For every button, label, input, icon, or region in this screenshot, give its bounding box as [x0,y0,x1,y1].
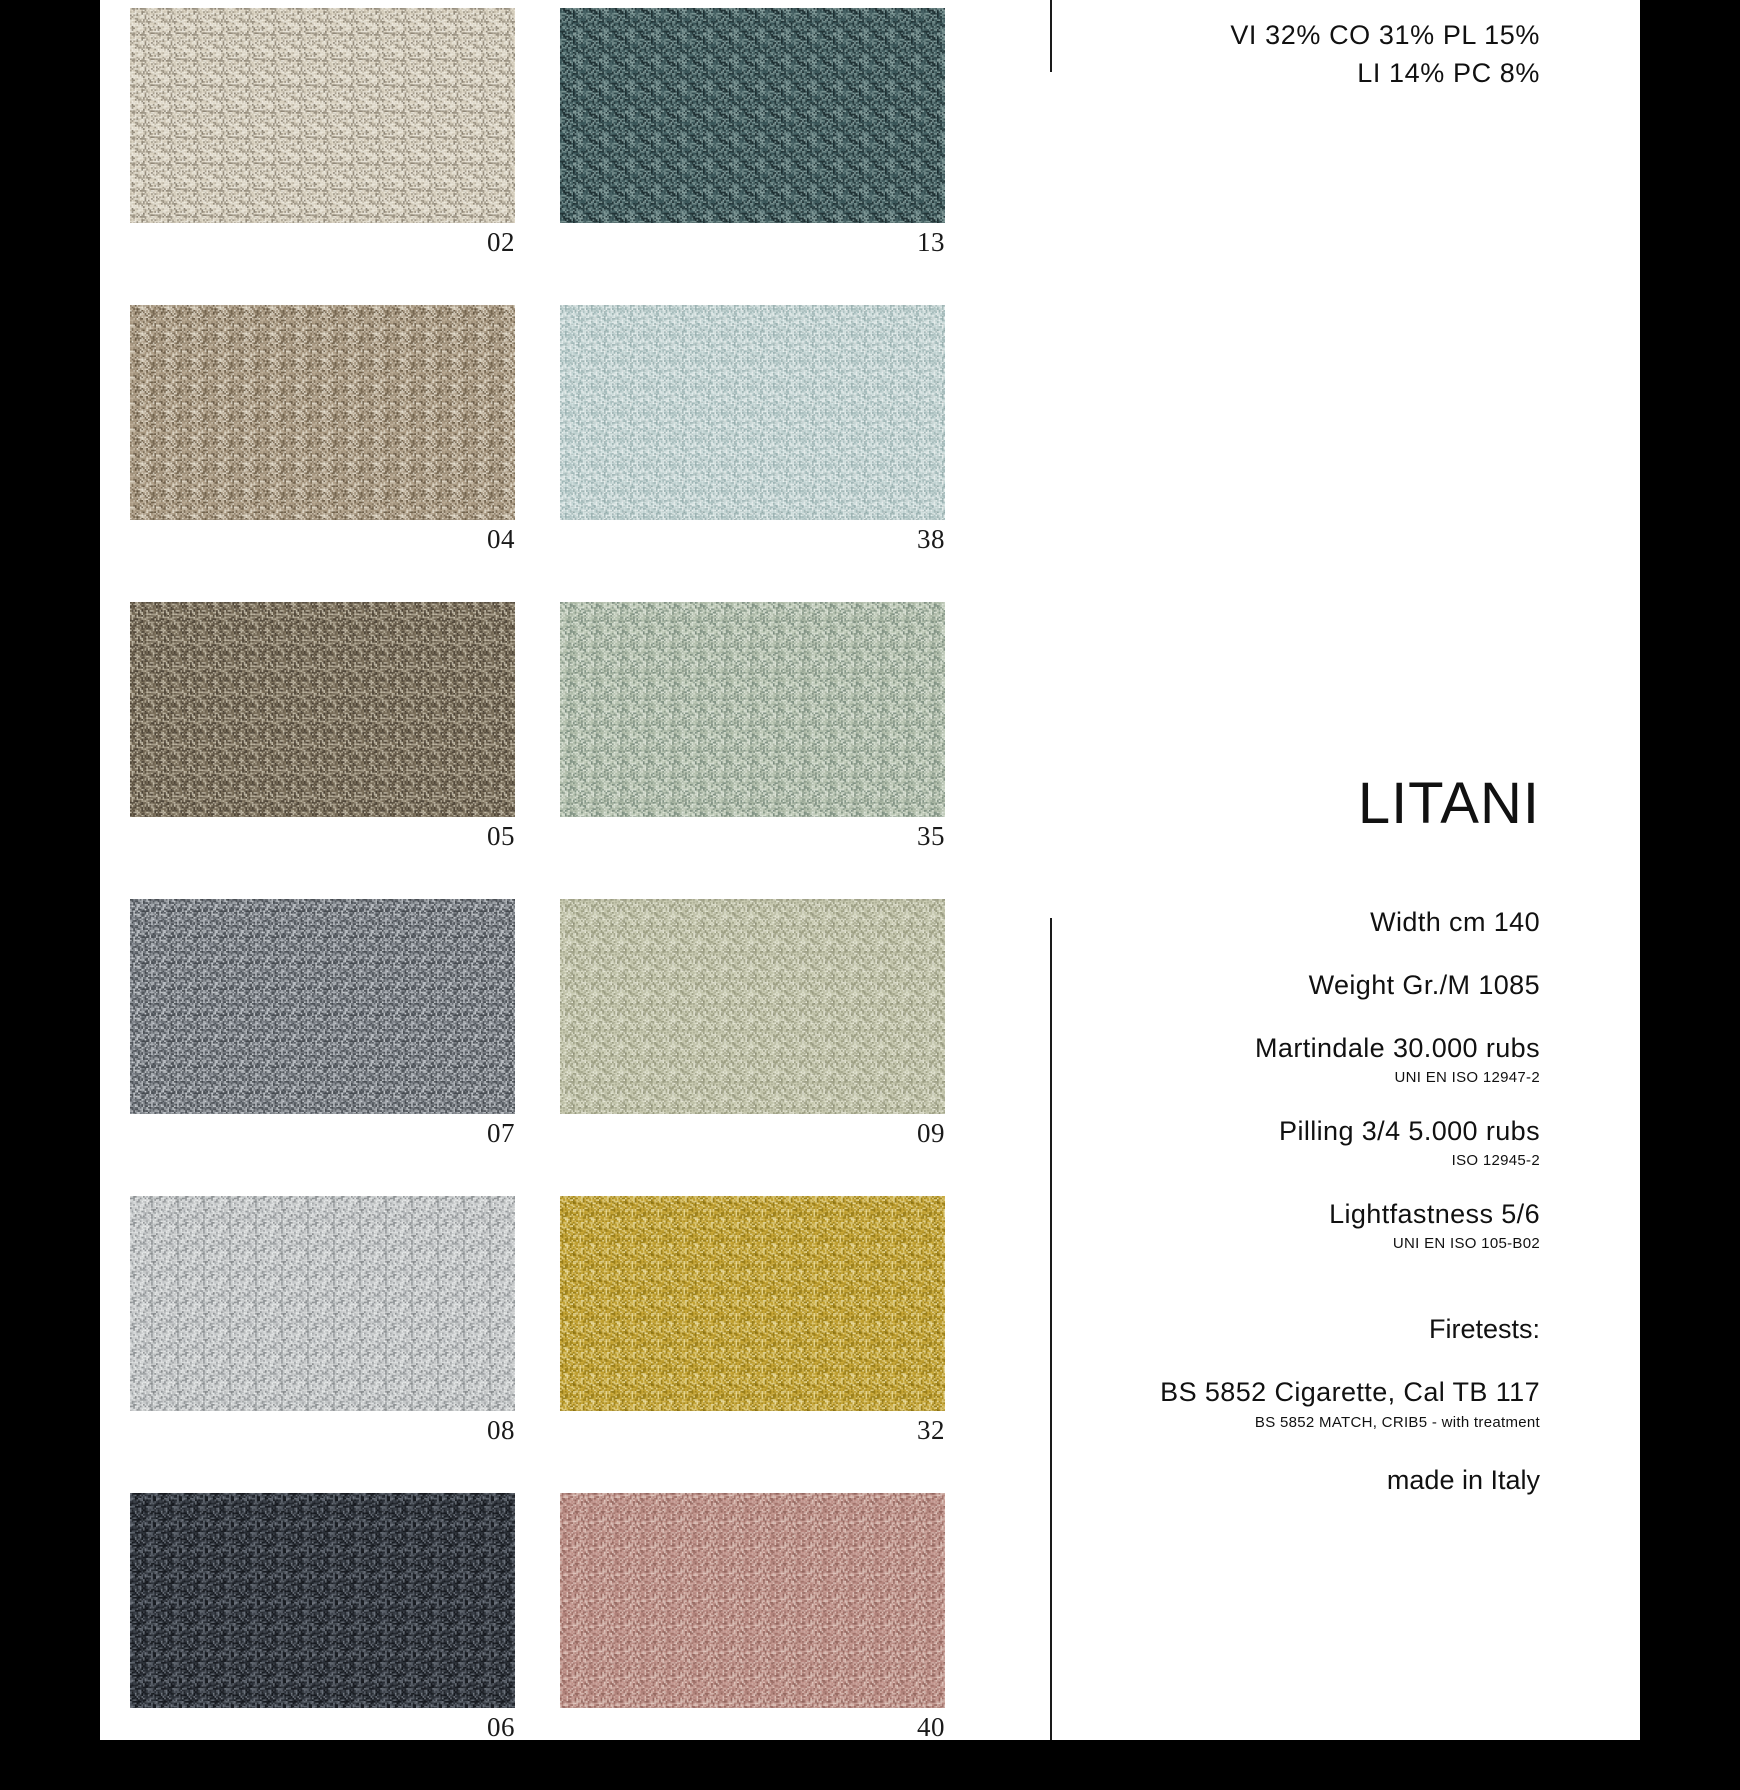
spec-lightfastness-standard: UNI EN ISO 105-B02 [1392,1235,1540,1253]
fabric-swatch-35[interactable] [560,602,945,817]
fabric-swatch-04[interactable] [130,305,515,520]
spec-firetests-value: BS 5852 Cigarette, Cal TB 117 [1160,1377,1540,1408]
spec-firetests-standard: BS 5852 MATCH, CRIB5 - with treatment [1254,1413,1540,1431]
weave-texture [130,1493,515,1708]
swatch-grid [130,8,960,1790]
spec-martindale-value: Martindale 30.000 rubs [1255,1033,1540,1064]
swatch-cell[interactable] [130,1196,515,1446]
weave-texture [560,602,945,817]
fabric-swatch-40[interactable] [560,1493,945,1708]
fabric-swatch-13[interactable] [560,8,945,223]
swatch-code-label: 08 [487,1415,515,1445]
fabric-swatch-08[interactable] [130,1196,515,1411]
swatch-code-label: 07 [487,1118,515,1148]
fabric-swatch-02[interactable] [130,8,515,223]
vertical-divider-top [1050,0,1052,72]
swatch-code-label: 06 [487,1712,515,1742]
swatch-code-label: 02 [487,227,515,257]
fabric-spec-page [100,0,1640,1740]
fabric-swatch-32[interactable] [560,1196,945,1411]
spec-weight [980,968,1540,1003]
swatch-row [130,602,960,852]
swatch-code-label: 13 [917,227,945,257]
swatch-code-label: 09 [917,1118,945,1148]
swatch-code-label: 40 [917,1712,945,1742]
fabric-swatch-05[interactable] [130,602,515,817]
swatch-code-label: 05 [487,821,515,851]
swatch-cell[interactable] [130,899,515,1149]
swatch-code-label: 38 [917,524,945,554]
spec-width [980,905,1540,940]
spec-lightfastness-value: Lightfastness 5/6 [1329,1199,1540,1230]
swatch-row [130,1196,960,1446]
weave-texture [130,602,515,817]
swatch-code-label: 04 [487,524,515,554]
fabric-swatch-07[interactable] [130,899,515,1114]
weave-texture [560,899,945,1114]
swatch-cell[interactable] [130,602,515,852]
swatch-row [130,305,960,555]
fabric-swatch-09[interactable] [560,899,945,1114]
weave-texture [560,305,945,520]
swatch-row [130,899,960,1149]
swatch-cell[interactable] [560,899,945,1149]
swatch-cell[interactable] [130,8,515,258]
swatch-cell[interactable] [560,1196,945,1446]
weave-texture [130,8,515,223]
swatch-cell[interactable] [560,602,945,852]
spec-martindale-standard: UNI EN ISO 12947-2 [1394,1069,1540,1087]
fabric-swatch-38[interactable] [560,305,945,520]
fabric-swatch-06[interactable] [130,1493,515,1708]
swatch-code-label: 32 [917,1415,945,1445]
weave-texture [560,1196,945,1411]
swatch-cell[interactable] [130,1493,515,1743]
spec-width-value: Width cm 140 [1370,907,1540,937]
spec-pilling-value: Pilling 3/4 5.000 rubs [1279,1116,1540,1147]
swatch-cell[interactable] [560,1493,945,1743]
weave-texture [130,899,515,1114]
swatch-cell[interactable] [560,8,945,258]
swatch-cell[interactable] [130,305,515,555]
weave-texture [130,1196,515,1411]
spec-list [980,905,1540,1496]
made-in-label: made in Italy [1386,1464,1540,1495]
spec-firetests [980,1375,1540,1430]
composition-line-1: VI 32% CO 31% PL 15% [1230,20,1540,50]
spec-martindale [980,1031,1540,1086]
spec-pilling-standard: ISO 12945-2 [1451,1152,1540,1170]
spec-lightfastness [980,1197,1540,1252]
swatch-code-label: 35 [917,821,945,851]
spacer [980,1280,1540,1314]
weave-texture [130,305,515,520]
composition-block [1230,16,1540,93]
swatch-row [130,1493,960,1743]
swatch-cell[interactable] [560,305,945,555]
page-title: LITANI [1357,771,1540,836]
spec-weight-value: Weight Gr./M 1085 [1308,970,1540,1001]
spec-pilling [980,1114,1540,1169]
weave-texture [560,8,945,223]
swatch-row [130,8,960,258]
composition-line-2: LI 14% PC 8% [1357,58,1540,89]
weave-texture [560,1493,945,1708]
firetests-label: Firetests: [1428,1314,1540,1345]
